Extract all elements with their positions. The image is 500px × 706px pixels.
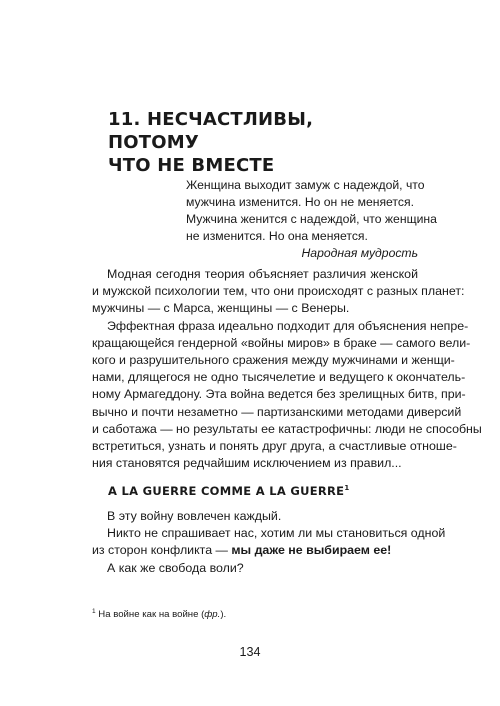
epigraph-source: Народная мудрость [301,246,418,260]
text-line: встретиться, узнать и понять друг друга, а счастливые отноше- [92,439,457,454]
section-heading-text: A LA GUERRE COMME A LA GUERRE [108,484,345,498]
section-heading [108,484,349,498]
text-line: Эффектная фраза идеально подходит для объяснения непре- [107,318,469,333]
text-line: ния становятся редчайшим исключением из правил... [92,456,402,471]
text-line: и саботажа — но результаты ее катастрофичны: люди не способны [92,421,482,436]
chapter-title-line-1: 11. НЕСЧАСТЛИВЫ, ПОТОМУ [108,109,314,153]
epigraph [186,177,437,262]
text-line: и мужской психологии тем, что они происходят с разных планет: [92,284,465,299]
epigraph-line: Женщина выходит замуж с надеждой, что [186,178,425,192]
paragraph [92,508,418,525]
epigraph-line: не изменится. Но она меняется. [186,229,368,243]
paragraph [92,525,446,559]
text-line: ному Армагеддону. Эта война ведется без зрелищных битв, при- [92,387,466,402]
chapter-title [108,108,408,177]
epigraph-line: мужчина изменится. Но он не меняется. [186,195,414,209]
text-line: Никто не спрашивает нас, хотим ли мы становиться одной [107,526,446,541]
text-line: А как же свобода воли? [107,560,244,575]
paragraph [92,266,465,318]
text-line: вычно и почти незаметно — партизанскими методами диверсий [92,404,462,419]
text-line: мужчины — с Марса, женщины — с Венеры. [92,301,350,316]
footnote-text: На войне как на войне ( [98,609,205,621]
footnote-mark: 1 [92,608,96,615]
chapter-title-line-2: ЧТО НЕ ВМЕСТЕ [108,155,275,176]
text-line: кращающейся гендерной «войны миров» в браке — самого вели- [92,335,471,350]
emphasis-text: мы даже не выбираем ее! [231,543,392,558]
paragraph [92,560,418,577]
epigraph-line: Мужчина женится с надеждой, что женщина [186,212,437,226]
footnote [92,606,226,621]
footnote-language: фр. [204,609,221,621]
text-segment: из сторон конфликта — [92,543,232,558]
text-line: Модная сегодня теория объясняет различия женской [107,267,418,281]
section-body [92,508,446,577]
footnote-reference: 1 [344,484,350,493]
text-line: В эту войну вовлечен каждый. [107,509,282,523]
paragraph [92,318,482,473]
text-line [92,542,418,559]
text-line: нами, длящегося не одно тысячелетие и ведущего к окончатель- [92,370,466,385]
page-number: 134 [239,645,261,659]
chapter-body [92,266,482,472]
text-line: кого и разрушительного сражения между мужчинами и женщи- [92,353,455,368]
footnote-end: ). [220,609,227,621]
